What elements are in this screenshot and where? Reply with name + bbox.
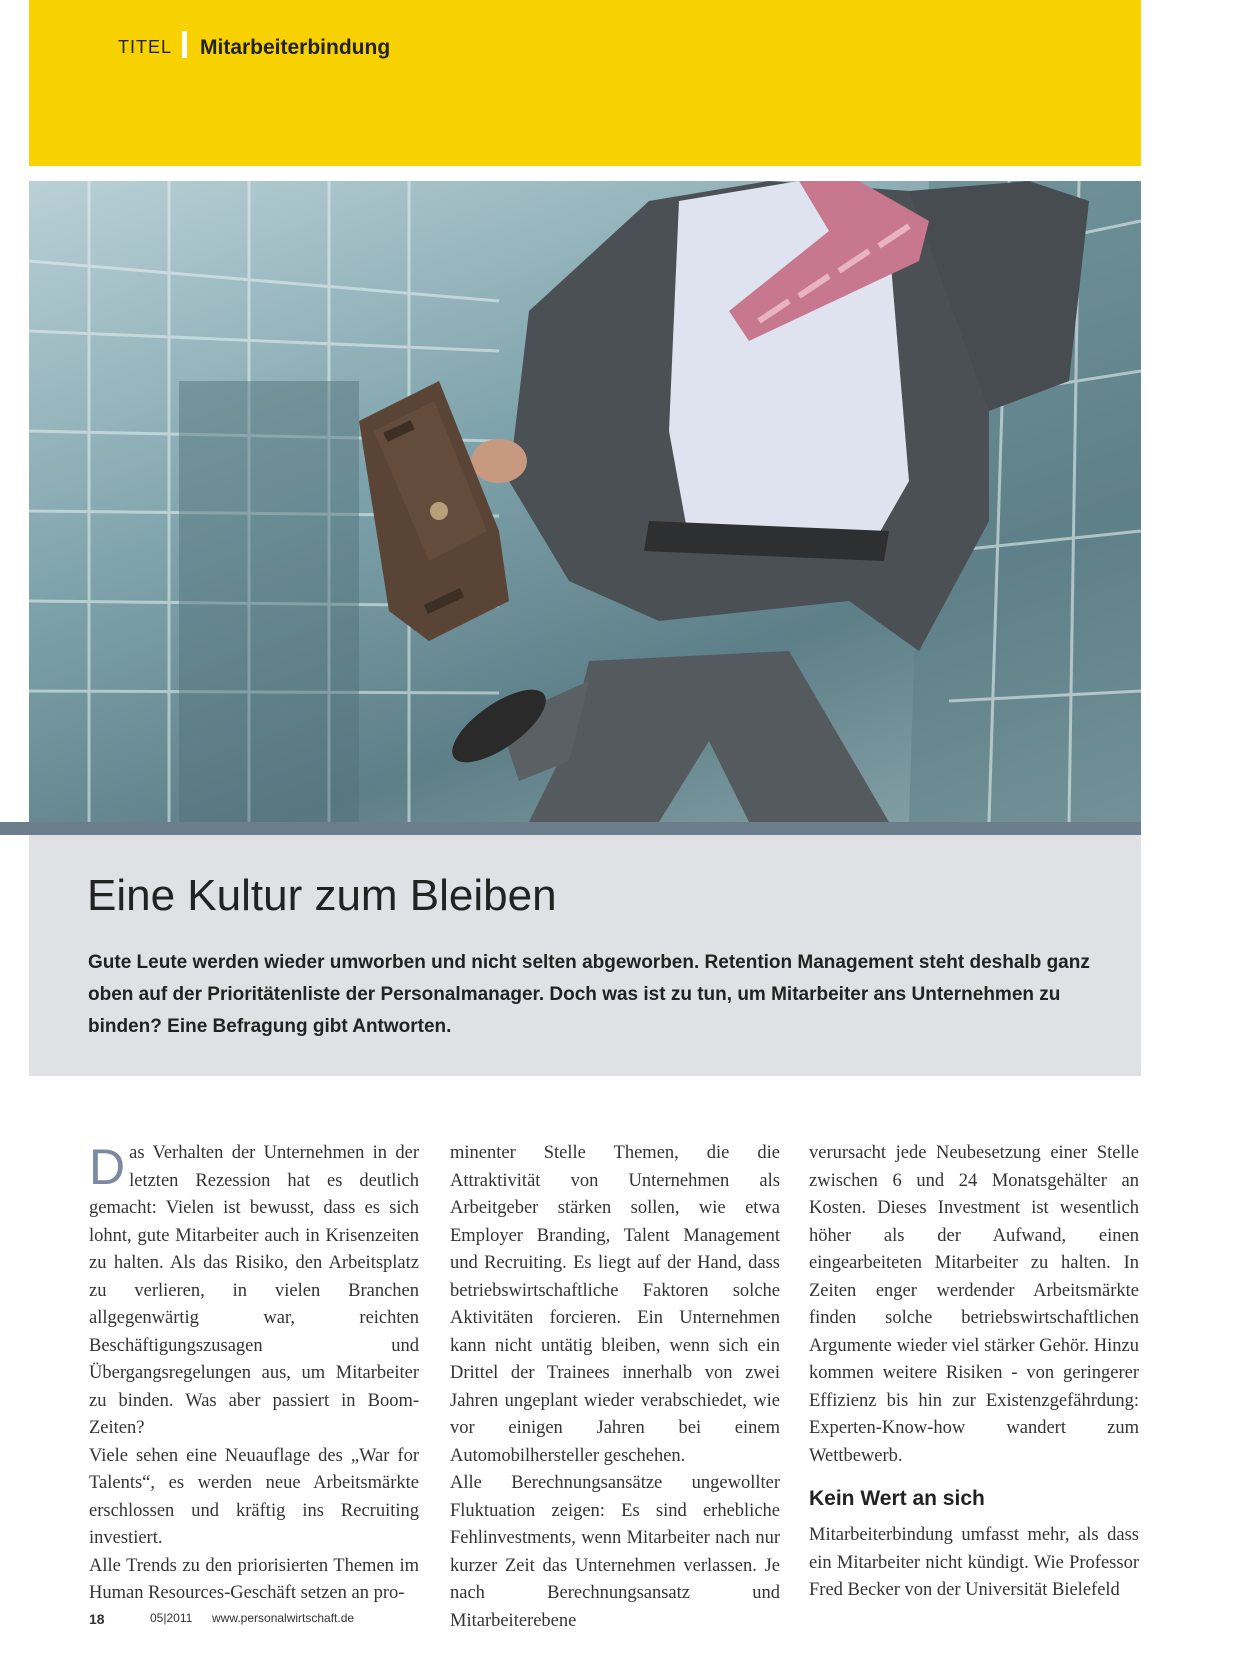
paragraph: verursacht jede Neubesetzung einer Stelle zwischen 6 und 24 Monatsgehälter an Kosten. Dieses Investment ist wesentlich höher als der Aufwand, einen eingearbeiteten Mitarbeiter zu halten. In Zeiten enger werdender Arbeitsmärkte finden solche betriebswirtschaftlichen Argumente wieder viel stärker Gehör. Hinzu kommen weitere Risiken - von geringerer Effizienz bis hin zur Existenzgefährdung: Experten-Know-how wandert zum Wettbewerb.: [809, 1143, 1139, 1466]
section-topic: Mitarbeiterbindung: [200, 36, 391, 59]
page-number: 18: [89, 1611, 105, 1627]
hero-image: [29, 181, 1141, 822]
paragraph: Alle Berechnungsansätze ungewollter Fluktuation zeigen: Es sind erhebliche Fehlinvestments, wenn Mitarbeiter nach nur kurzer Zeit das Unternehmen verlassen. Je nach Berechnungsansatz und Mitarbeiterebene: [450, 1473, 780, 1631]
issue-label: 05|2011: [150, 1611, 193, 1625]
website-link[interactable]: www.personalwirtschaft.de: [212, 1611, 355, 1625]
article-lead: Gute Leute werden wieder umworben und nicht selten abgeworben. Retention Management steht deshalb ganz oben auf der Prioritätenliste der Personalmanager. Doch was ist zu tun, um Mitarbeiter ans Unternehmen zu binden? Eine Befragung gibt Antworten.: [88, 952, 1090, 1037]
accent-line: [0, 822, 1141, 835]
paragraph: Alle Trends zu den priorisierten Themen im Human Resources-Geschäft setzen an pro-: [89, 1555, 419, 1603]
subheading: Kein Wert an sich: [809, 1487, 985, 1510]
paragraph: Viele sehen eine Neuauflage des „War for Talents“, es werden neue Arbeitsmärkte erschlossen und kräftig ins Recruiting investiert.: [89, 1445, 419, 1548]
article-title: Eine Kultur zum Bleiben: [87, 871, 557, 920]
paragraph: [89, 1140, 419, 1443]
headline-box: [29, 835, 1141, 1076]
header-band: [29, 0, 1141, 166]
article-column-3: [809, 1140, 1139, 1605]
paragraph: minenter Stelle Themen, die die Attraktivität von Unternehmen als Arbeitgeber stärken sollen, wie etwa Employer Branding, Talent Management und Recruiting. Es liegt auf der Hand, dass betriebswirtschaftliche Faktoren solche Aktivitäten forcieren. Ein Unternehmen kann nicht untätig bleiben, wenn sich ein Drittel der Trainees innerhalb von zwei Jahren ungeplant wieder verabschiedet, wie vor einigen Jahren bei einem Automobilhersteller geschehen.: [450, 1143, 780, 1466]
section-divider: [182, 31, 187, 58]
paragraph-text: as Verhalten der Unternehmen in der letzten Rezession hat es deutlich gemacht: Vielen ist bewusst, dass es sich lohnt, gute Mitarbeiter auch in Krisenzeiten zu halten. Als das Risiko, den Arbeitsplatz zu verlieren, in vielen Branchen allgegenwärtig war, reichten Beschäftigungszusagen und Übergangsregelungen aus, um Mitarbeiter zu binden. Was aber passiert in Boom-Zeiten?: [89, 1143, 419, 1438]
drop-cap: D: [89, 1139, 126, 1195]
section-label: TITEL: [118, 37, 173, 57]
paragraph: Mitarbeiterbindung umfasst mehr, als dass ein Mitarbeiter nicht kündigt. Wie Professor Fred Becker von der Universität Bielefeld: [809, 1525, 1139, 1600]
article-column-1: [89, 1140, 419, 1608]
article-column-2: [450, 1140, 780, 1635]
businessman-running-illustration: [29, 181, 1141, 822]
